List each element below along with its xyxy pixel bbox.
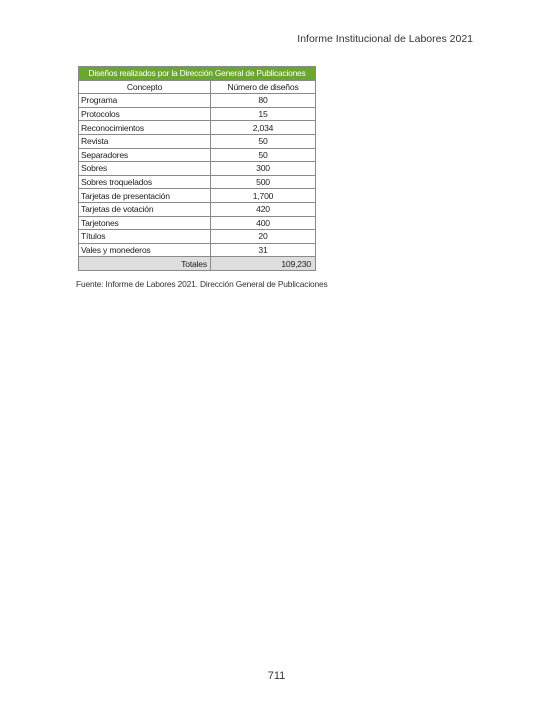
table-header-row	[79, 80, 316, 94]
totals-value: 109,230	[211, 257, 316, 271]
table-row	[79, 189, 316, 203]
row-value: 300	[211, 162, 316, 176]
row-concept: Protocolos	[79, 107, 211, 121]
running-header: Informe Institucional de Labores 2021	[297, 33, 473, 45]
row-value: 15	[211, 107, 316, 121]
row-value: 2,034	[211, 121, 316, 135]
table-row	[79, 121, 316, 135]
row-concept: Tarjetas de presentación	[79, 189, 211, 203]
table-row	[79, 216, 316, 230]
row-value: 80	[211, 94, 316, 108]
table-row	[79, 94, 316, 108]
column-header-concept: Concepto	[79, 80, 211, 94]
row-value: 420	[211, 202, 316, 216]
table-row	[79, 202, 316, 216]
table-title-row	[79, 67, 316, 81]
row-concept: Revista	[79, 134, 211, 148]
row-concept: Tarjetas de votación	[79, 202, 211, 216]
designs-table	[78, 66, 316, 271]
row-concept: Vales y monederos	[79, 243, 211, 257]
column-header-count: Número de diseños	[211, 80, 316, 94]
table-row	[79, 175, 316, 189]
row-value: 400	[211, 216, 316, 230]
row-concept: Títulos	[79, 230, 211, 244]
row-concept: Sobres	[79, 162, 211, 176]
row-concept: Programa	[79, 94, 211, 108]
row-concept: Reconocimientos	[79, 121, 211, 135]
row-value: 20	[211, 230, 316, 244]
row-value: 50	[211, 148, 316, 162]
table-row	[79, 243, 316, 257]
page-number: 711	[267, 670, 286, 682]
row-value: 31	[211, 243, 316, 257]
row-value: 500	[211, 175, 316, 189]
row-concept: Tarjetones	[79, 216, 211, 230]
table-row	[79, 107, 316, 121]
table-row	[79, 148, 316, 162]
row-concept: Separadores	[79, 148, 211, 162]
source-note: Fuente: Informe de Labores 2021. Dirección General de Publicaciones	[76, 279, 328, 289]
row-value: 50	[211, 134, 316, 148]
table-row	[79, 134, 316, 148]
totals-row	[79, 257, 316, 271]
totals-label: Totales	[79, 257, 211, 271]
table-row	[79, 230, 316, 244]
row-concept: Sobres troquelados	[79, 175, 211, 189]
table-row	[79, 162, 316, 176]
table-title: Diseños realizados por la Dirección General de Publicaciones	[79, 67, 316, 81]
row-value: 1,700	[211, 189, 316, 203]
